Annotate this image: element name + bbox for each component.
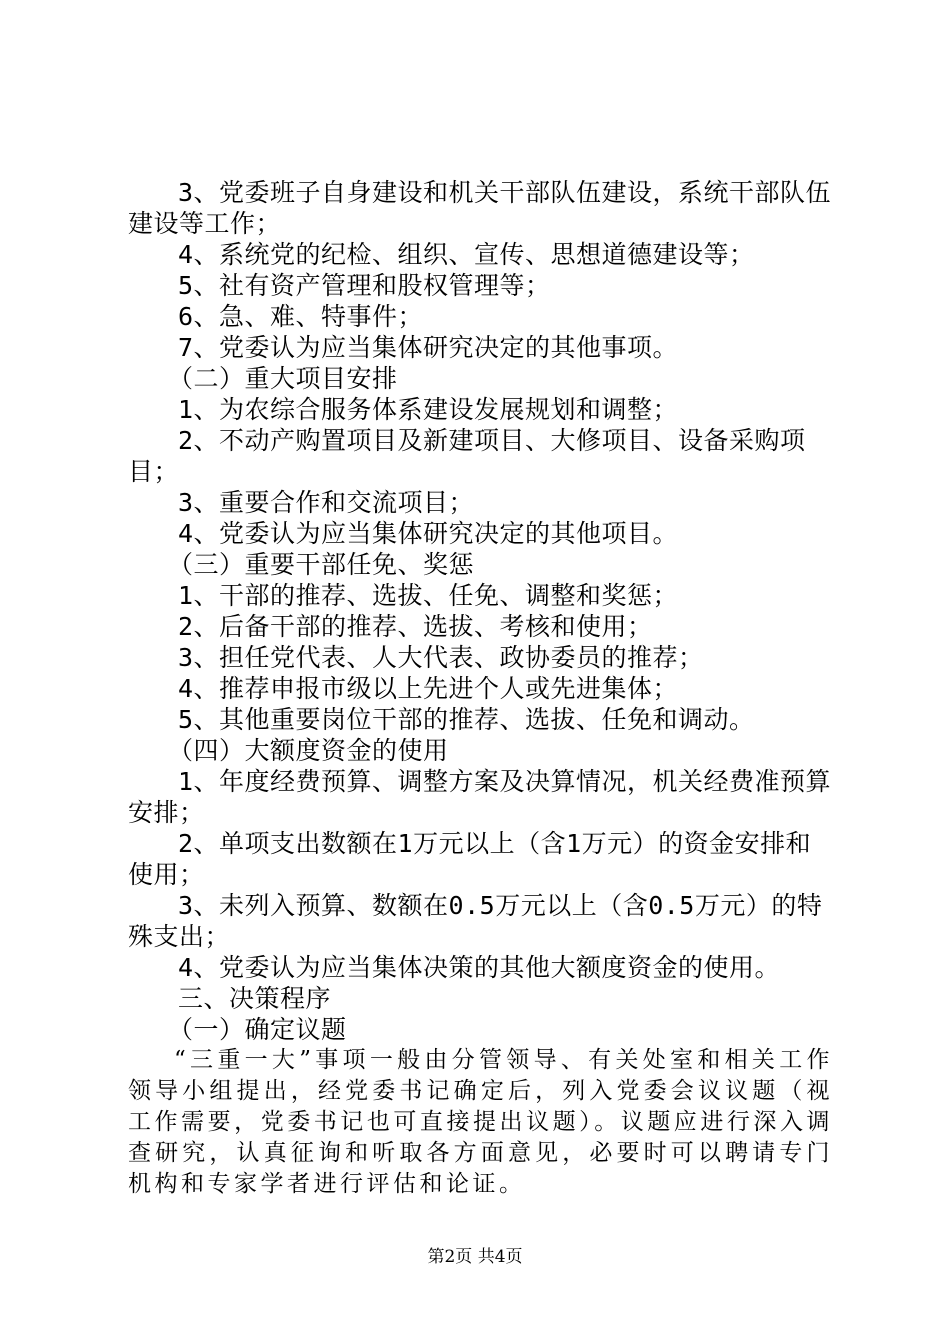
paragraph-item-6: 6、急、难、特事件；	[178, 302, 424, 331]
paragraph-topic-description: “三重一大”事项一般由分管领导、有关处室和相关工作领导小组提出，经党委书记确定后，列入党委会议议题（视工作需要，党委书记也可直接提出议题）。议题应进行深入调查研究，认真征询和听取各方面意见，必要时可以聘请专门机构和专家学者进行评估和论证。	[128, 1047, 833, 1197]
section-heading-large-funds: （四）大额度资金的使用	[168, 736, 449, 765]
paragraph-cadre-4: 4、推荐申报市级以上先进个人或先进集体；	[178, 674, 679, 703]
paragraph-cadre-5: 5、其他重要岗位干部的推荐、选拔、任免和调动。	[178, 705, 755, 734]
paragraph-cadre-2: 2、后备干部的推荐、选拔、考核和使用；	[178, 612, 653, 641]
section-heading-decision-procedure: 三、决策程序	[178, 984, 332, 1013]
section-heading-major-projects: （二）重大项目安排	[168, 364, 398, 393]
paragraph-project-3: 3、重要合作和交流项目；	[178, 488, 475, 517]
section-heading-cadre-appointment: （三）重要干部任免、奖惩	[168, 550, 475, 579]
paragraph-funds-4: 4、党委认为应当集体决策的其他大额度资金的使用。	[178, 953, 781, 982]
paragraph-cadre-1: 1、干部的推荐、选拔、任免、调整和奖惩；	[178, 581, 679, 610]
paragraph-project-2: 2、不动产购置项目及新建项目、大修项目、设备采购项目；	[128, 426, 806, 486]
document-body	[128, 177, 833, 1200]
paragraph-item-4: 4、系统党的纪检、组织、宣传、思想道德建设等；	[178, 240, 755, 269]
section-heading-determine-topic: （一）确定议题	[168, 1015, 347, 1044]
paragraph-project-1: 1、为农综合服务体系建设发展规划和调整；	[178, 395, 679, 424]
paragraph-cadre-3: 3、担任党代表、人大代表、政协委员的推荐；	[178, 643, 704, 672]
paragraph-funds-1: 1、年度经费预算、调整方案及决算情况，机关经费准预算安排；	[128, 767, 832, 827]
paragraph-item-3: 3、党委班子自身建设和机关干部队伍建设，系统干部队伍建设等工作；	[128, 178, 832, 238]
paragraph-item-7: 7、党委认为应当集体研究决定的其他事项。	[178, 333, 679, 362]
paragraph-project-4: 4、党委认为应当集体研究决定的其他项目。	[178, 519, 679, 548]
paragraph-item-5: 5、社有资产管理和股权管理等；	[178, 271, 551, 300]
paragraph-funds-2: 2、单项支出数额在1万元以上（含1万元）的资金安排和使用；	[128, 829, 812, 889]
paragraph-funds-3: 3、未列入预算、数额在0.5万元以上（含0.5万元）的特殊支出；	[128, 891, 823, 951]
page-footer: 第2页 共4页	[427, 1247, 523, 1267]
